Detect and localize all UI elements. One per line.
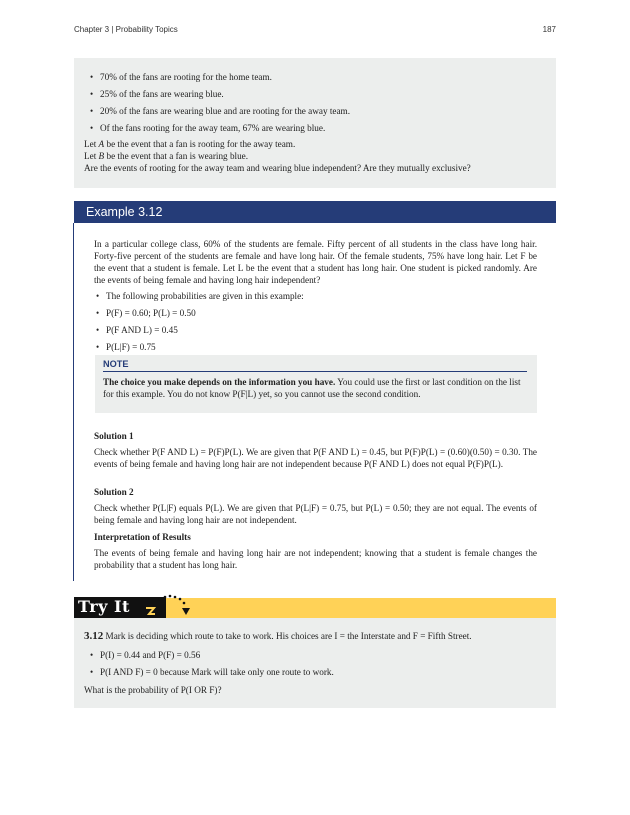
try-it-question: 3.12 Mark is deciding which route to take to work. His choices are I = the Interstate and F = Fifth Street. <box>84 630 472 642</box>
list-item: • The following probabilities are given in this example: <box>84 290 304 302</box>
solution1-heading: Solution 1 <box>94 431 134 441</box>
exercise-bullet-list <box>78 71 350 139</box>
list-item: • P(F) = 0.60; P(L) = 0.50 <box>84 307 304 319</box>
event-a-definition: Let A be the event that a fan is rooting for the away team. <box>84 139 296 149</box>
example-title: Example 3.12 <box>86 205 163 219</box>
list-item: • 20% of the fans are wearing blue and are rooting for the away team. <box>78 105 350 117</box>
exercise-text <box>84 138 549 174</box>
solution2-heading: Solution 2 <box>94 487 134 497</box>
example-intro: In a particular college class, 60% of the students are female. Fifty percent of all students in the class have long hair. Forty-five percent of the students are female and have long hair. Of the female students, 75% have long hair. Let F be the event that a student is female. Let L be the event that a student has long hair. One student is picked randomly. Are the events of being female and having long hair independent? <box>94 239 537 285</box>
note-divider <box>103 371 527 372</box>
example-bullet-list <box>84 290 304 358</box>
solution2-text: Check whether P(L|F) equals P(L). We are given that P(L|F) = 0.75, but P(L) = 0.50; they are not equal. The events of being female and having long hair are not independent. <box>94 503 537 525</box>
chapter-title: Chapter 3 | Probability Topics <box>74 25 178 34</box>
list-item: • Of the fans rooting for the away team, 67% are wearing blue. <box>78 122 350 134</box>
exercise-question: Are the events of rooting for the away team and wearing blue independent? Are they mutually exclusive? <box>84 163 471 173</box>
try-it-box <box>74 618 556 708</box>
list-item: • P(L|F) = 0.75 <box>84 341 304 353</box>
page-number: 187 <box>542 25 556 34</box>
note-box <box>95 355 537 413</box>
try-it-label: Try It <box>74 597 166 619</box>
event-b-definition: Let B be the event that a fan is wearing blue. <box>84 151 249 161</box>
try-it-bullet-list <box>78 649 334 683</box>
try-it-final-question: What is the probability of P(I OR F)? <box>84 685 222 695</box>
list-item: • P(I) = 0.44 and P(F) = 0.56 <box>78 649 334 661</box>
page-header <box>74 25 556 39</box>
list-item: • P(F AND L) = 0.45 <box>84 324 304 336</box>
exercise-box <box>74 58 556 188</box>
example-left-rule <box>73 223 74 581</box>
solution1-text: Check whether P(F AND L) = P(F)P(L). We are given that P(F AND L) = 0.45, but P(F)P(L) = (0.60)(0.50) = 0.30. The events of being female and having long hair are not independent because P(F AND L) does not equal P(F)P(L). <box>94 447 537 469</box>
try-it-sigma-icon <box>146 608 155 614</box>
note-text: The choice you make depends on the information you have. You could use the first or last condition on the list for this example. You do not know P(F|L) yet, so you cannot use the second condition. <box>103 377 521 399</box>
interpretation-text: The events of being female and having long hair are not independent; knowing that a student is female changes the probability that a student has long hair. <box>94 548 537 570</box>
list-item: • 70% of the fans are rooting for the home team. <box>78 71 350 83</box>
interpretation-heading: Interpretation of Results <box>94 532 191 542</box>
list-item: • P(I AND F) = 0 because Mark will take only one route to work. <box>78 666 334 678</box>
list-item: • 25% of the fans are wearing blue. <box>78 88 350 100</box>
example-title-bar <box>74 201 556 223</box>
try-it-number: 3.12 <box>84 630 104 642</box>
note-title: NOTE <box>103 359 129 369</box>
